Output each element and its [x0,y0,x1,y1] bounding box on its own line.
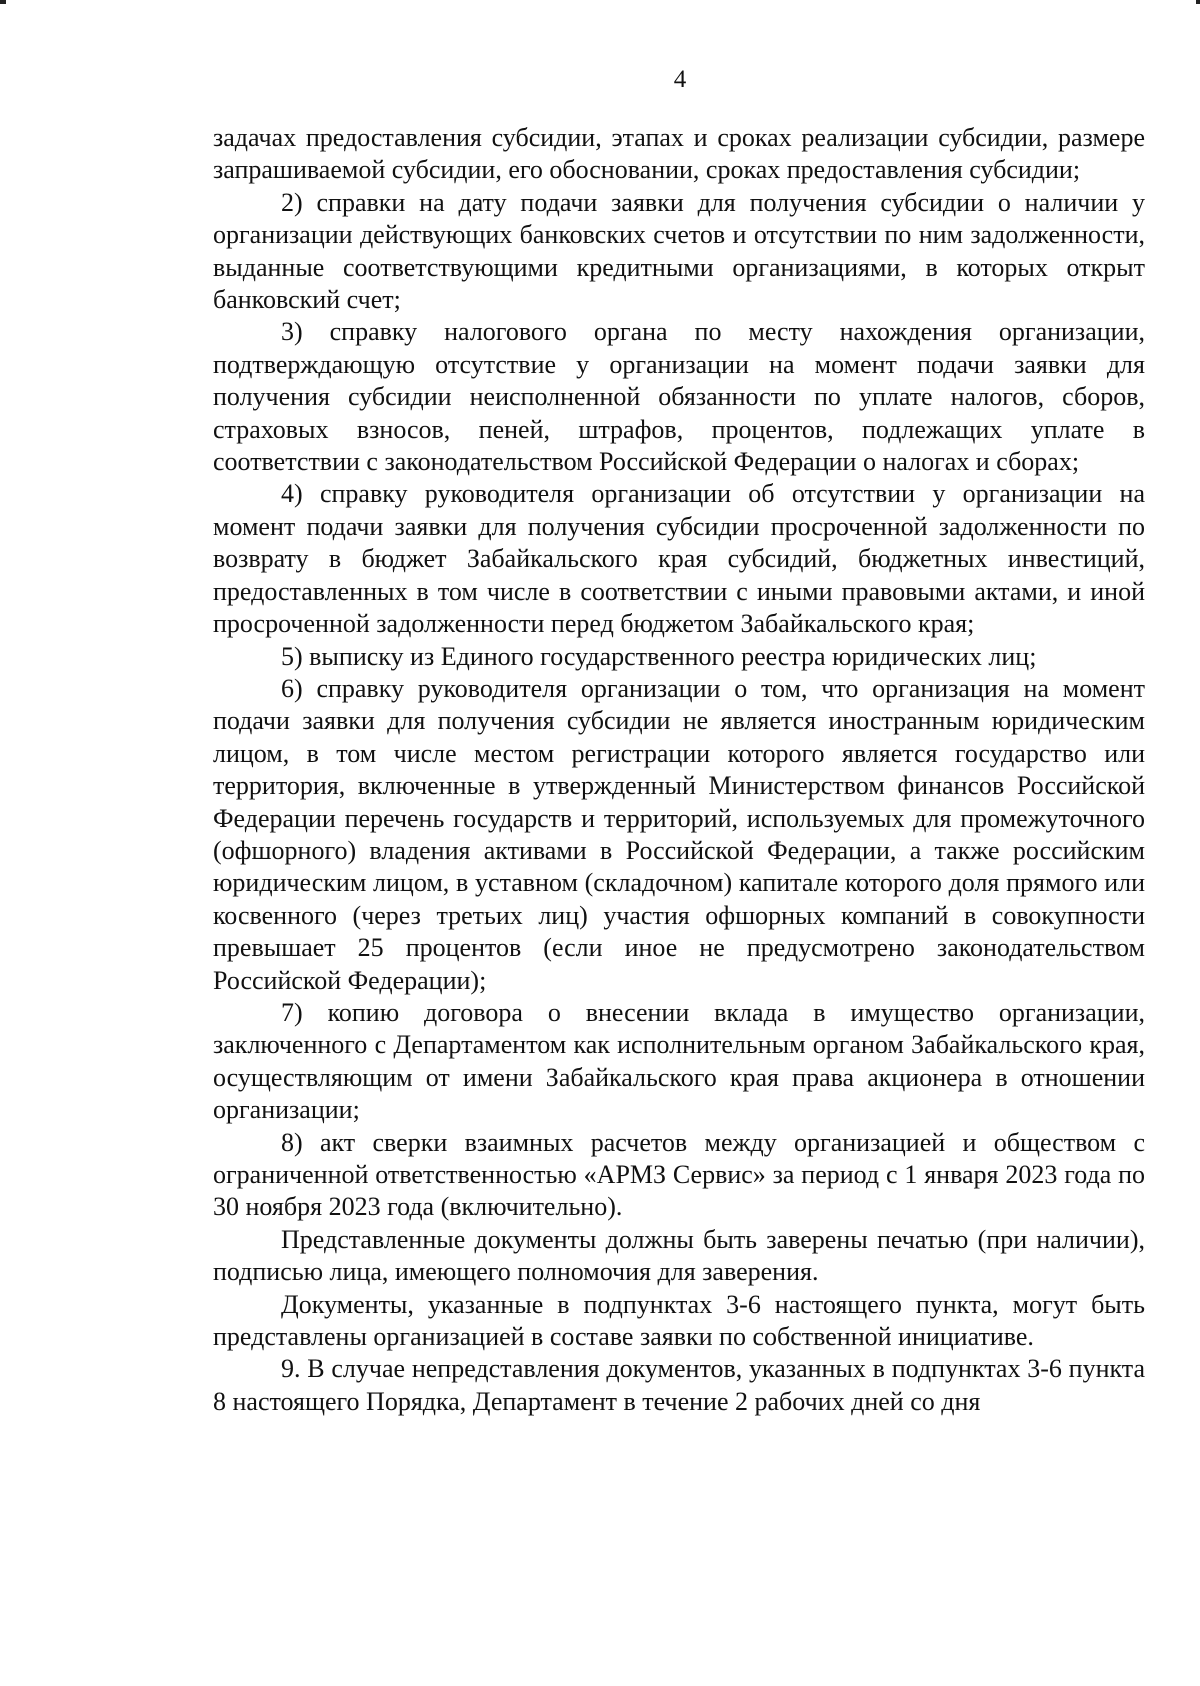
list-item-7-contribution-agreement: 7) копию договора о внесении вклада в имущество организации, заключенного с Департаментом как исполнительным органом Забайкальского края, осуществляющим от имени Забайкальского края права акционера в отношении организации; [213,997,1145,1125]
clause-9: 9. В случае непредставления документов, указанных в подпунктах 3-6 пункта 8 настоящего Порядка, Департамент в течение 2 рабочих дней со дня [213,1354,1145,1416]
list-item-8-reconciliation-act: 8) акт сверки взаимных расчетов между организацией и обществом с ограниченной ответственностью «АРМЗ Сервис» за период с 1 января 2023 года по 30 ноября 2023 года (включительно). [213,1127,1145,1222]
list-item-4-overdue-debt-certificate: 4) справку руководителя организации об отсутствии у организации на момент подачи заявки для получения субсидии просроченной задолженности по возврату в бюджет Забайкальского края субсидий, бюджетных инвестиций, предоставленных в том числе в соответствии с иными правовыми актами, и иной просроченной задолженности перед бюджетом Забайкальского края; [213,479,1145,639]
list-item-2-bank-certificates: 2) справки на дату подачи заявки для получения субсидии о наличии у организации действующих банковских счетов и отсутствии по ним задолженности, выданные соответствующими кредитными организациями, в которых открыт банковский счет; [213,187,1145,315]
document-body [213,122,1145,1418]
paragraph-continuation: задачах предоставления субсидии, этапах и сроках реализации субсидии, размере запрашиваемой субсидии, его обосновании, сроках предоставления субсидии; [213,123,1145,185]
scan-corner-mark-left [0,0,6,4]
list-item-3-tax-certificate: 3) справку налогового органа по месту нахождения организации, подтверждающую отсутствие у организации на момент подачи заявки для получения субсидии неисполненной обязанности по уплате налогов, сборов, страховых взносов, пеней, штрафов, процентов, подлежащих уплате в соответствии с законодательством Российской Федерации о налогах и сборах; [213,317,1145,477]
paragraph-certification: Представленные документы должны быть заверены печатью (при наличии), подписью лица, имеющего полномочия для заверения. [213,1224,1145,1287]
paragraph-own-initiative: Документы, указанные в подпунктах 3-6 настоящего пункта, могут быть представлены организацией в составе заявки по собственной инициативе. [213,1289,1145,1352]
page-number: 4 [673,66,687,93]
list-item-6-foreign-entity-certificate: 6) справку руководителя организации о том, что организация на момент подачи заявки для получения субсидии не является иностранным юридическим лицом, в том числе местом регистрации которого является государство или территория, включенные в утвержденный Министерством финансов Российской Федерации перечень государств и территорий, используемых для промежуточного (офшорного) владения активами в Российской Федерации, а также российским юридическим лицом, в уставном (складочном) капитале которого доля прямого или косвенного (через третьих лиц) участия офшорных компаний в совокупности превышает 25 процентов (если иное не предусмотрено законодательством Российской Федерации); [213,673,1145,995]
list-item-5-registry-extract: 5) выписку из Единого государственного реестра юридических лиц; [281,641,1037,671]
scan-corner-mark-right [1196,0,1200,4]
